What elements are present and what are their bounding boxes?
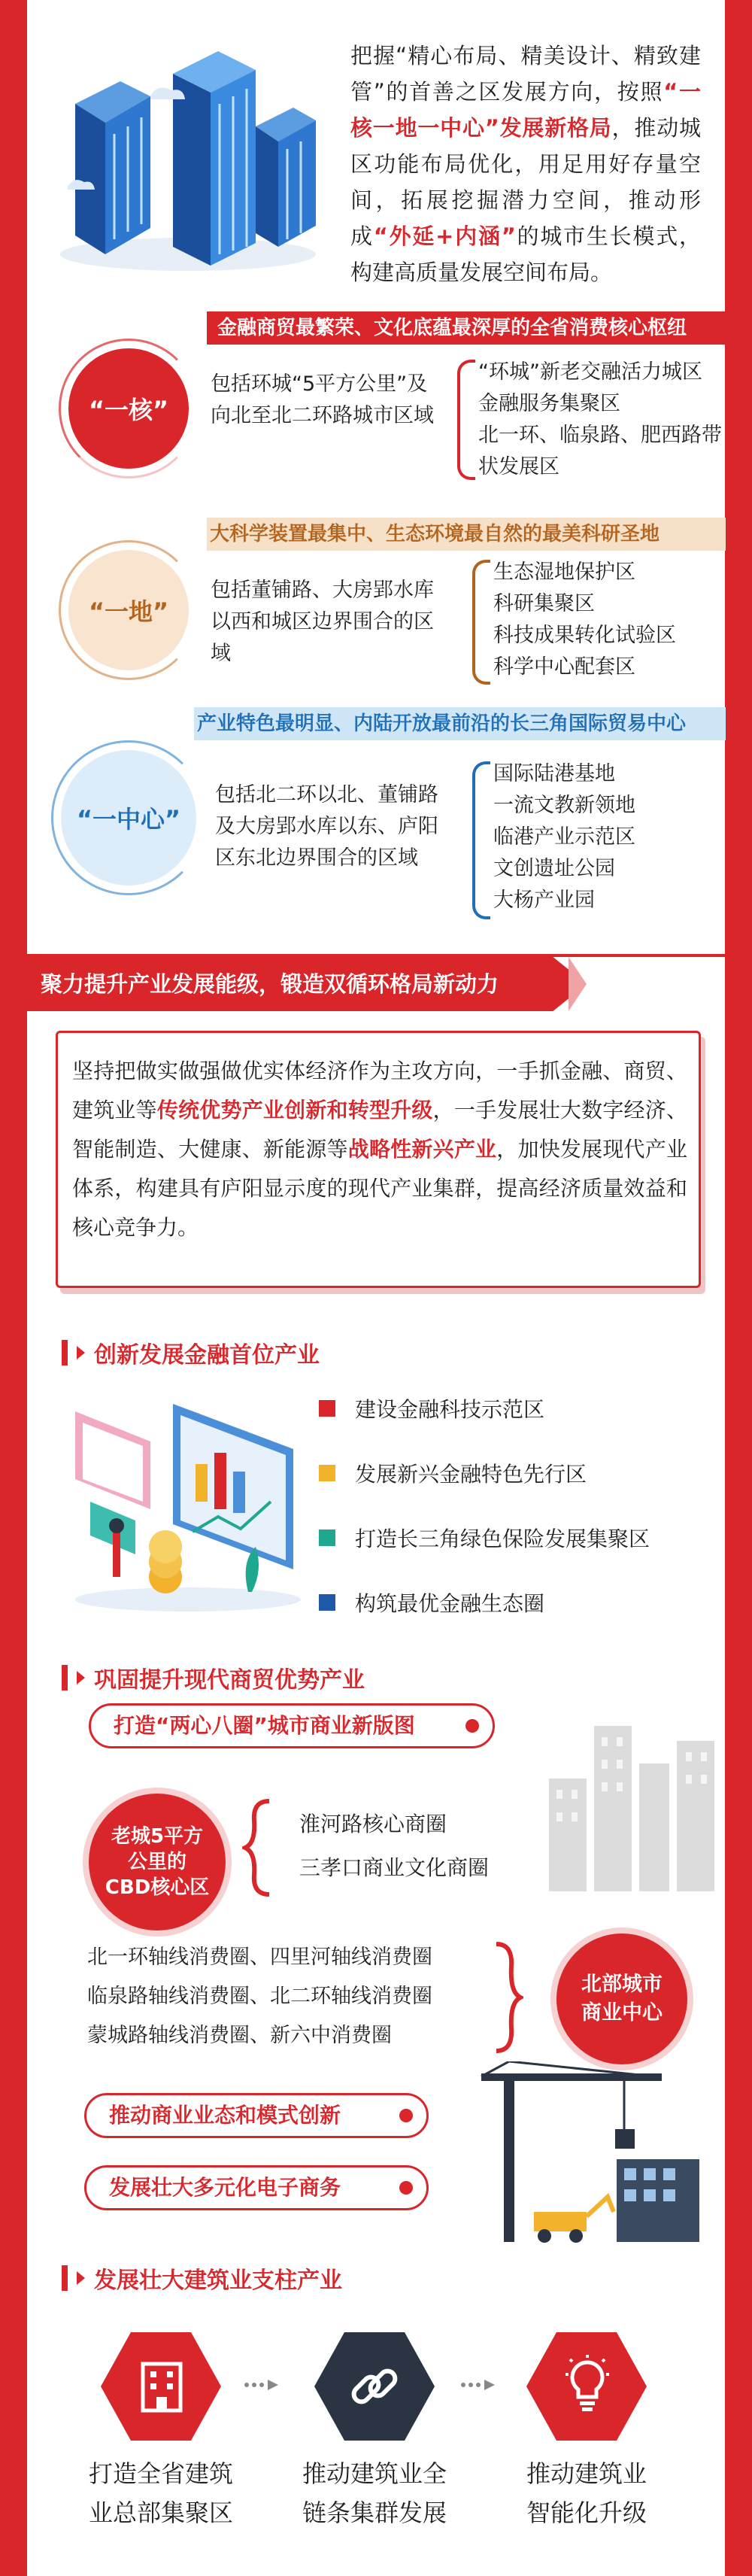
zone-item: 文创遗址公园 bbox=[493, 857, 615, 880]
pill-dot bbox=[465, 1719, 479, 1733]
section-title: 聚力提升产业发展能级，锻造双循环格局新动力 bbox=[41, 971, 499, 997]
zone-desc-land: 包括董铺路、大房郢水库以西和城区边界围合的区域 bbox=[211, 579, 434, 665]
heading-triangle bbox=[77, 1346, 85, 1359]
legend-square-yellow bbox=[319, 1465, 335, 1481]
north-center-circle: 北部城市 商业中心 bbox=[556, 1934, 687, 2064]
zone-name-land: “一地” bbox=[68, 550, 189, 670]
step-arrow-icon bbox=[460, 2377, 505, 2392]
zone-item: 生态湿地保护区 bbox=[493, 560, 635, 584]
commerce-pill-map: 打造“两心八圈”城市商业新版图 bbox=[89, 1703, 495, 1748]
pill-dot bbox=[399, 2109, 413, 2122]
finance-heading: 创新发展金融首位产业 bbox=[62, 1336, 320, 1369]
zone-items-core bbox=[478, 357, 726, 483]
cbd-item: 淮河路核心商圈 bbox=[299, 1812, 447, 1836]
zone-brace-center bbox=[472, 761, 490, 919]
step2-caption: 推动建筑业全 链条集群发展 bbox=[302, 2459, 447, 2527]
step1-caption: 打造全省建筑 业总部集聚区 bbox=[88, 2459, 233, 2527]
north-item: 北一环轴线消费圈、四里河轴线消费圈 bbox=[87, 1946, 432, 1969]
finance-item: 发展新兴金融特色先行区 bbox=[319, 1458, 587, 1488]
step3-caption: 推动建筑业 智能化升级 bbox=[526, 2459, 647, 2527]
legend-square-red bbox=[319, 1400, 335, 1417]
zone-item: 大杨产业园 bbox=[493, 889, 595, 912]
cbd-curly-brace bbox=[242, 1798, 272, 1897]
cbd-circle: 老城5平方 公里的 CBD核心区 bbox=[89, 1794, 226, 1930]
zone-items-center bbox=[493, 758, 719, 916]
zone-banner-land: 大科学装置最集中、生态环境最自然的最美科研圣地 bbox=[207, 518, 726, 551]
north-item: 蒙城路轴线消费圈、新六中消费圈 bbox=[87, 2024, 392, 2047]
heading-bar bbox=[62, 1665, 68, 1690]
heading-triangle bbox=[77, 2271, 85, 2285]
city-skyline-illustration bbox=[541, 1718, 729, 1891]
construction-crane-illustration bbox=[474, 2061, 722, 2249]
finance-item: 建设金融科技示范区 bbox=[319, 1393, 544, 1423]
cbd-item: 三孝口商业文化商圈 bbox=[299, 1855, 490, 1880]
zone-item: 临港产业示范区 bbox=[493, 825, 635, 849]
finance-illustration bbox=[60, 1381, 308, 1615]
zone-item: 北一环、临泉路、肥西路带状发展区 bbox=[478, 424, 722, 478]
section-divider bbox=[27, 954, 725, 957]
section-intro-text: 坚持把做实做强做优实体经济作为主攻方向，一手抓金融、商贸、建筑业等传统优势产业创新和转型升级，一手发展壮大数字经济、智能制造、大健康、新能源等战略性新兴产业，加快发展现代产业体系，构建具有庐阳显示度的现代产业集群，提高经济质量效益和核心竞争力。 bbox=[72, 1059, 687, 1240]
pill-dot bbox=[399, 2181, 413, 2195]
zone-name-core: “一核” bbox=[68, 348, 189, 469]
commerce-pill-innovation: 推动商业业态和模式创新 bbox=[84, 2093, 429, 2138]
finance-item: 打造长三角绿色保险发展集聚区 bbox=[319, 1523, 650, 1553]
zone-item: “环城”新老交融活力城区 bbox=[478, 360, 702, 384]
zone-banner-core: 金融商贸最繁荣、文化底蕴最深厚的全省消费核心枢纽 bbox=[207, 311, 726, 345]
north-item: 临泉路轴线消费圈、北二环轴线消费圈 bbox=[87, 1985, 432, 2008]
intro-paragraph: 把握“精心布局、精美设计、精致建管”的首善之区发展方向，按照“一核一地一中心”发展新格局，推动城区功能布局优化，用足用好存量空间，拓展挖掘潜力空间，推动形成“外延+内涵”的城市生长模式，构建高质量发展空间布局。 bbox=[350, 43, 702, 285]
heading-triangle bbox=[77, 1671, 85, 1684]
zone-item: 金融服务集聚区 bbox=[478, 392, 620, 415]
construction-heading: 发展壮大建筑业支柱产业 bbox=[62, 2262, 342, 2295]
cbd-items bbox=[299, 1803, 489, 1890]
zone-banner-center: 产业特色最明显、内陆开放最前沿的长三角国际贸易中心 bbox=[194, 707, 726, 740]
step-arrow-icon bbox=[244, 2377, 289, 2392]
commerce-heading: 巩固提升现代商贸优势产业 bbox=[62, 1661, 365, 1694]
zone-brace-land bbox=[472, 560, 490, 685]
heading-bar bbox=[62, 2265, 68, 2291]
heading-bar bbox=[62, 1340, 68, 1365]
city-buildings-illustration bbox=[53, 36, 323, 277]
zone-item: 一流文教新领地 bbox=[493, 794, 635, 817]
zone-item: 国际陆港基地 bbox=[493, 762, 615, 785]
commerce-pill-ecommerce: 发展壮大多元化电子商务 bbox=[84, 2165, 429, 2210]
zone-item: 科学中心配套区 bbox=[493, 655, 635, 679]
zone-name-center: “一中心” bbox=[61, 750, 196, 886]
lightbulb-icon bbox=[561, 2355, 614, 2418]
legend-square-blue bbox=[319, 1594, 335, 1611]
north-items bbox=[87, 1938, 432, 2055]
zone-items-land bbox=[493, 557, 719, 683]
building-icon bbox=[135, 2359, 188, 2413]
zone-desc-center: 包括北二环以北、董铺路及大房郢水库以东、庐阳区东北边界围合的区域 bbox=[215, 783, 438, 870]
zone-item: 科研集聚区 bbox=[493, 592, 595, 615]
chain-link-icon bbox=[347, 2359, 402, 2413]
zone-brace-core bbox=[457, 360, 475, 480]
finance-item: 构筑最优金融生态圈 bbox=[319, 1587, 544, 1618]
zone-item: 科技成果转化试验区 bbox=[493, 624, 676, 647]
zone-desc-core: 包括环城“5平方公里”及向北至北二环路城市区域 bbox=[211, 372, 434, 427]
north-curly-brace bbox=[493, 1941, 523, 2054]
legend-square-green bbox=[319, 1530, 335, 1546]
